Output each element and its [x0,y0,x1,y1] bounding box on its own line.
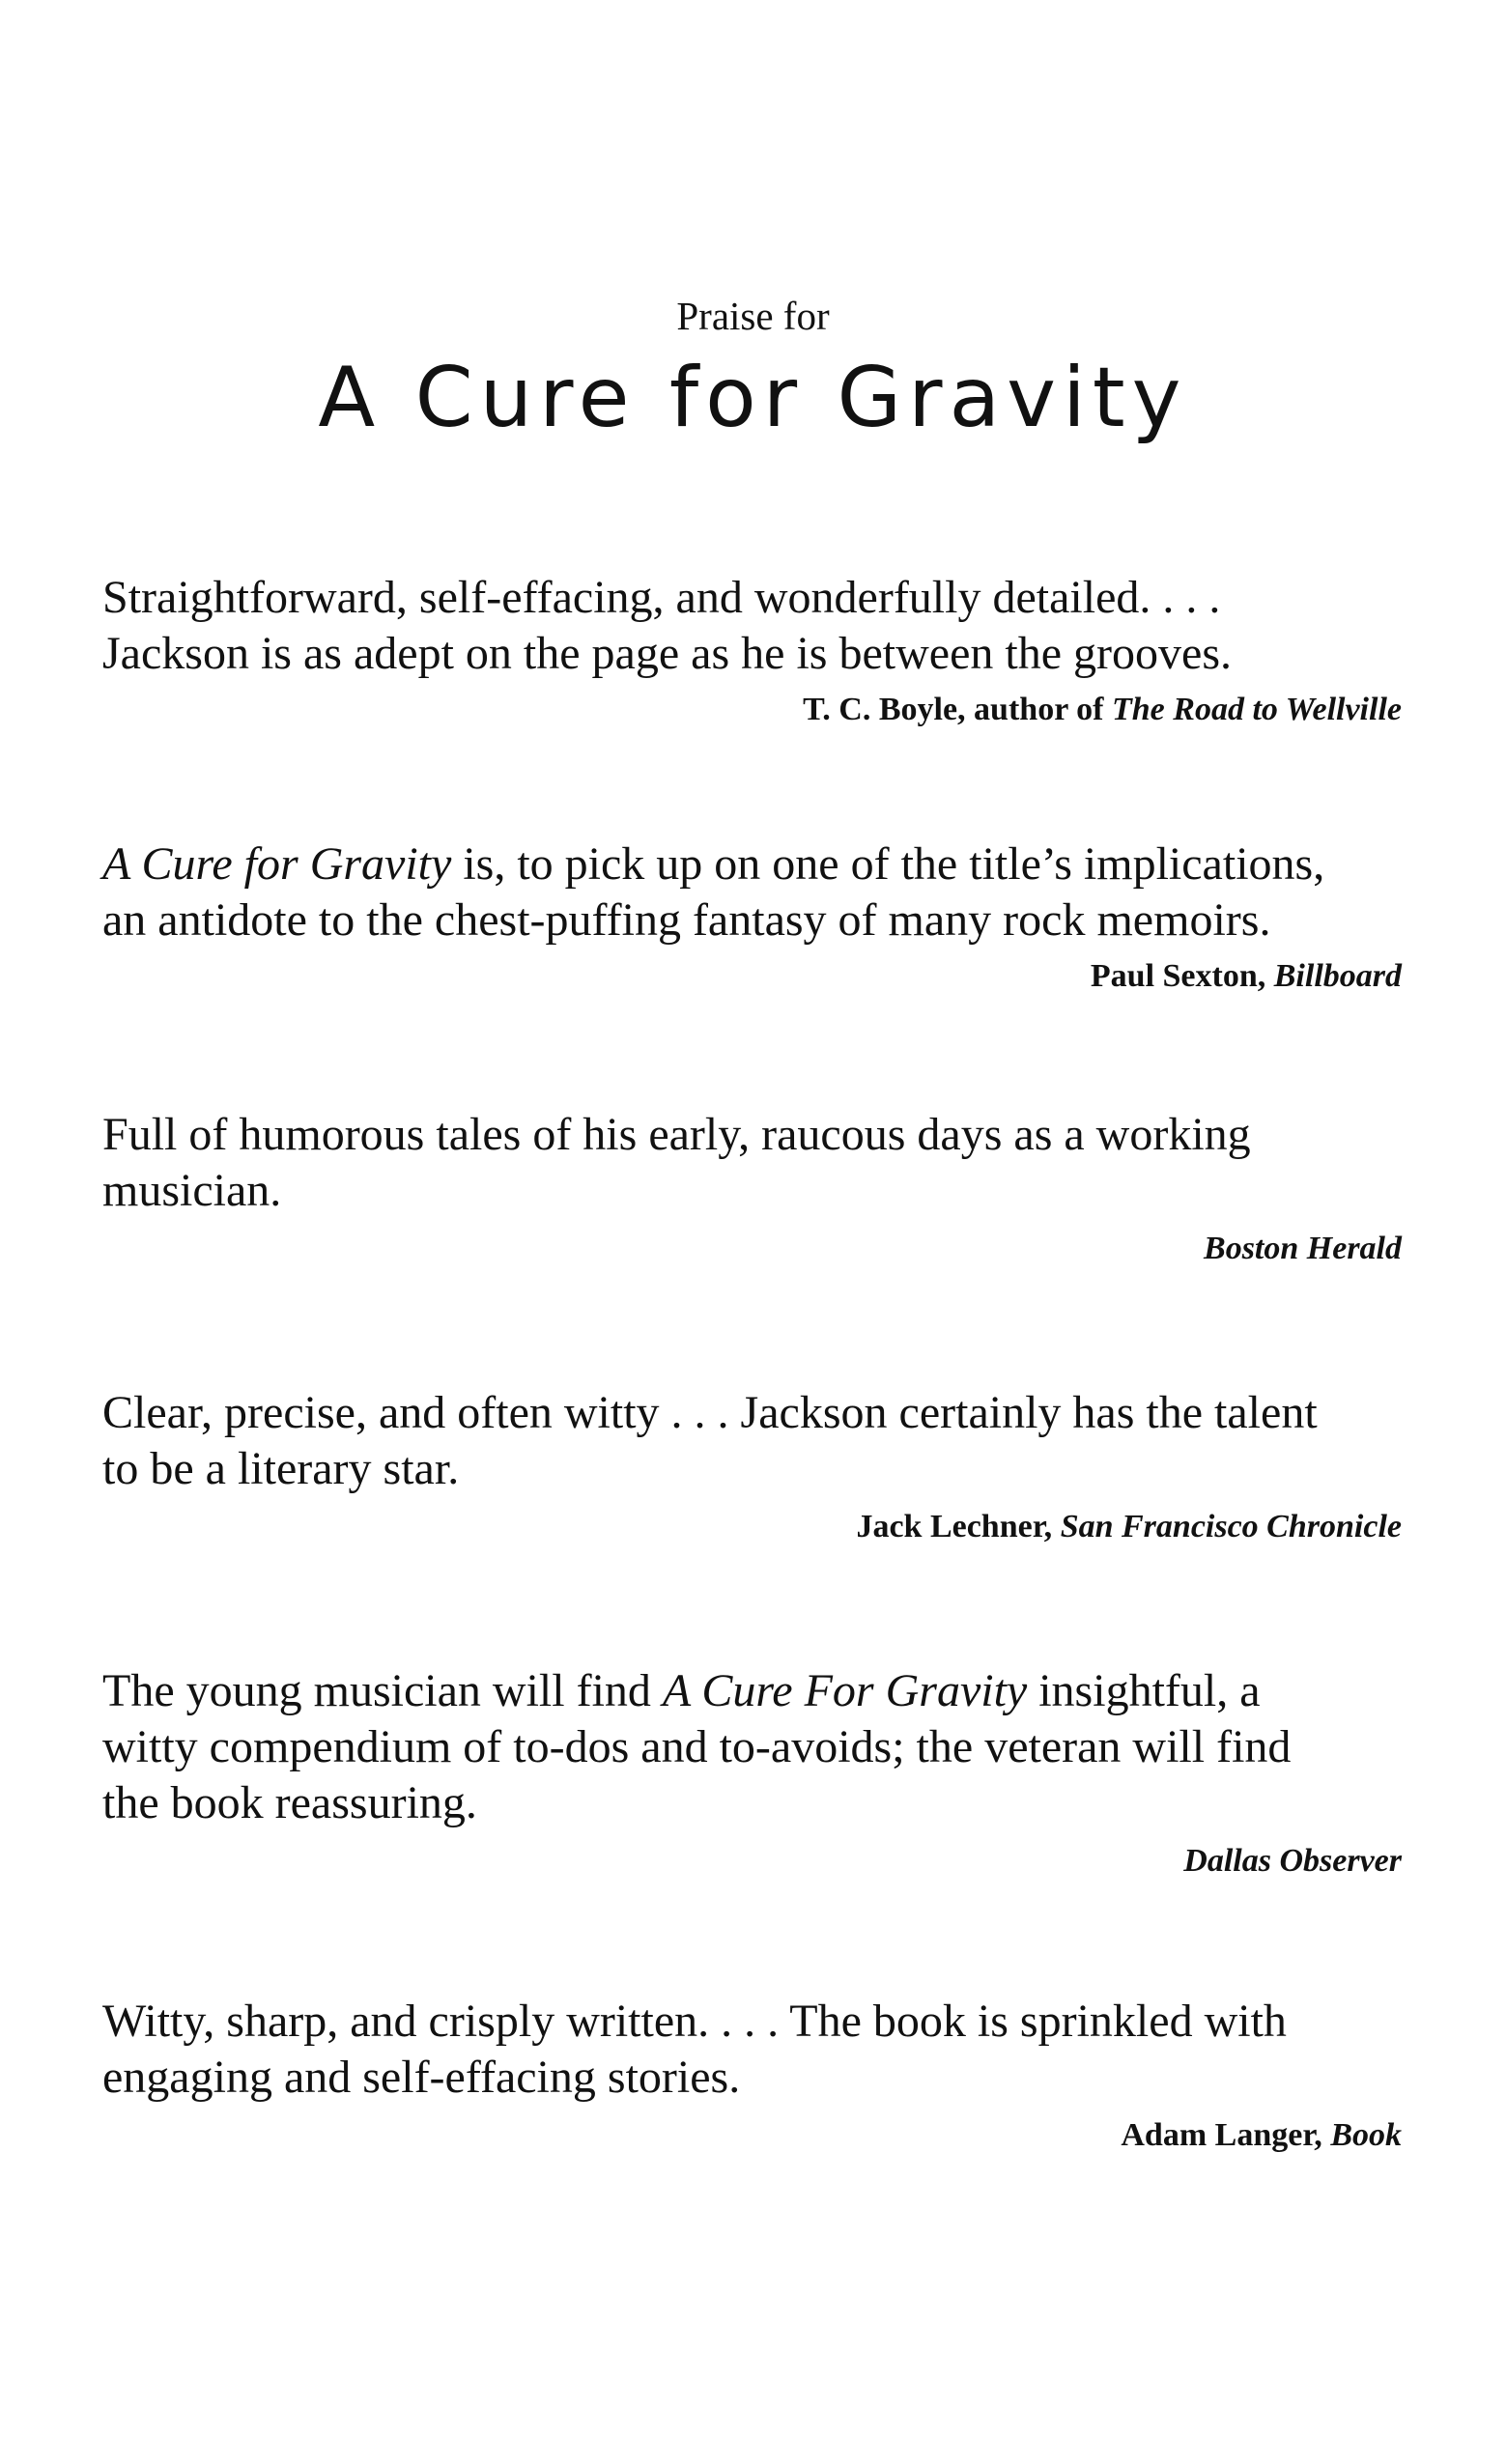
quote-attribution [102,1231,1402,1267]
quote-line: engaging and self-effacing stories. [102,2052,741,2103]
attribution-work: The Road to Wellville [1112,692,1402,727]
book-title: A Cure for Gravity [318,350,1188,446]
quote-line: insightful, a [1027,1665,1261,1716]
attribution-work: Dallas Observer [1183,1843,1402,1879]
quote-block-4 [102,1385,1402,1545]
quote-block-1 [102,570,1402,728]
attribution-work: San Francisco Chronicle [1060,1509,1402,1544]
quote-line: to be a literary star. [102,1443,460,1494]
quote-book-title: A Cure for Gravity [102,838,452,890]
praise-for-label: Praise for [676,294,830,338]
attribution-name: Adam Langer, [1121,2117,1331,2153]
quote-text [102,836,1402,949]
attribution-name: Jack Lechner, [856,1509,1061,1544]
quote-attribution [102,958,1402,995]
quote-line: musician. [102,1165,282,1216]
attribution-name: Paul Sexton, [1090,958,1274,994]
quote-book-title: A Cure For Gravity [662,1665,1028,1716]
quote-text [102,1385,1402,1497]
attribution-work: Boston Herald [1204,1231,1402,1266]
quote-attribution [102,2117,1402,2154]
quote-block-3 [102,1107,1402,1267]
quote-text [102,1994,1402,2106]
quote-line: an antidote to the chest-puffing fantasy of many rock memoirs. [102,894,1271,946]
quote-line: Witty, sharp, and crisply written. . . . The book is sprinkled with [102,1996,1287,2047]
attribution-work: Book [1330,2117,1402,2153]
quote-block-6 [102,1994,1402,2154]
quote-attribution [102,692,1402,728]
quote-text [102,1663,1402,1831]
quote-line: The young musician will find [102,1665,663,1716]
quote-line: Clear, precise, and often witty . . . Jackson certainly has the talent [102,1387,1318,1438]
attribution-work: Billboard [1273,958,1402,994]
quote-line: witty compendium of to-dos and to-avoids; the veteran will find [102,1721,1292,1772]
quote-attribution [102,1509,1402,1545]
quote-line: Full of humorous tales of his early, raucous days as a working [102,1109,1251,1160]
quote-line: the book reassuring. [102,1777,477,1828]
quote-line: is, to pick up on one of the title’s implications, [451,838,1325,890]
quote-block-2 [102,836,1402,995]
quote-line: Jackson is as adept on the page as he is between the grooves. [102,628,1232,679]
attribution-name: T. C. Boyle, author of [803,692,1112,727]
quote-line: Straightforward, self-effacing, and wonderfully detailed. . . . [102,572,1221,623]
quote-text [102,1107,1402,1219]
quote-text [102,570,1402,682]
quote-attribution [102,1843,1402,1880]
quote-block-5 [102,1663,1402,1880]
